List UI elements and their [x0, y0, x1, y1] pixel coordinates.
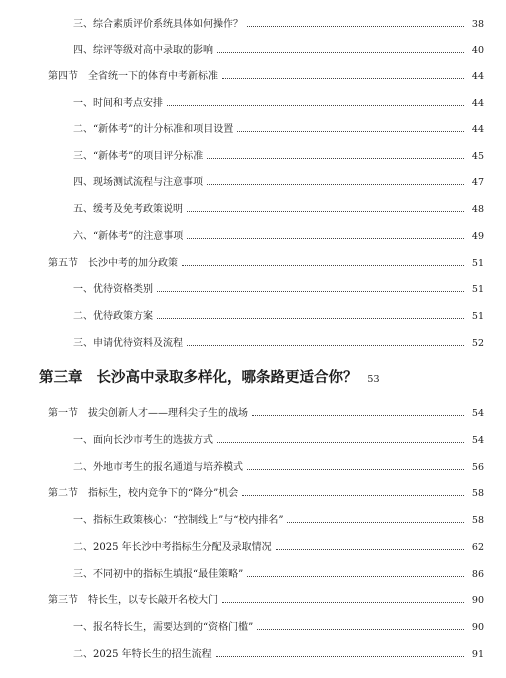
toc-item-label: 一、时间和考点安排 — [73, 98, 163, 109]
dot-leader — [222, 602, 464, 603]
toc-item[interactable] — [73, 649, 484, 661]
toc-section-title: 特长生，以专长敲开名校大门 — [88, 595, 218, 606]
toc-page-number: 52 — [471, 338, 484, 349]
toc-section[interactable] — [48, 258, 484, 270]
toc-item[interactable] — [73, 19, 484, 31]
toc-page-number: 51 — [471, 258, 484, 269]
toc-item-label: 一、指标生政策核心：“控制线上”与“校内排名” — [73, 515, 284, 526]
toc-item[interactable] — [73, 98, 484, 110]
toc-page-number: 86 — [471, 569, 484, 580]
toc-chapter-label — [39, 369, 360, 387]
toc-item-label: 三、综合素质评价系统具体如何操作？ — [73, 19, 243, 30]
toc-page-number: 47 — [471, 177, 484, 188]
dot-leader — [157, 318, 464, 319]
dot-leader — [216, 656, 464, 657]
toc-item[interactable] — [73, 231, 484, 243]
toc-page-number: 51 — [471, 311, 484, 322]
toc-section[interactable] — [48, 71, 484, 83]
toc-item[interactable] — [73, 311, 484, 323]
toc-page-number: 49 — [471, 231, 484, 242]
toc-page-number: 56 — [471, 462, 484, 473]
toc-section-number: 第二节 — [48, 488, 78, 499]
dot-leader — [276, 549, 464, 550]
toc-chapter-number: 第三章 — [39, 370, 83, 386]
dot-leader — [287, 522, 464, 523]
toc-item[interactable] — [73, 124, 484, 136]
toc-item[interactable] — [73, 45, 484, 57]
toc-page-number: 45 — [471, 151, 484, 162]
dot-leader — [207, 184, 464, 185]
toc-item[interactable] — [73, 435, 484, 447]
dot-leader — [222, 78, 464, 79]
toc-page-number: 44 — [471, 71, 484, 82]
dot-leader — [242, 495, 464, 496]
toc-section-number: 第三节 — [48, 595, 78, 606]
dot-leader — [167, 105, 464, 106]
toc-page-number: 62 — [471, 542, 484, 553]
toc-page-number: 40 — [471, 45, 484, 56]
toc-page-number: 53 — [367, 374, 380, 385]
toc-section-label — [48, 595, 220, 607]
toc-page-number: 54 — [471, 435, 484, 446]
toc-page-number: 90 — [471, 595, 484, 606]
toc-item[interactable] — [73, 177, 484, 189]
toc-section[interactable] — [48, 488, 484, 500]
toc-page-number: 48 — [471, 204, 484, 215]
dot-leader — [217, 442, 464, 443]
dot-leader — [187, 211, 464, 212]
toc-item[interactable] — [73, 151, 484, 163]
toc-item-label: 三、“新体考”的项目评分标准 — [73, 151, 204, 162]
toc-item[interactable] — [73, 569, 484, 581]
toc-item[interactable] — [73, 515, 484, 527]
toc-item-label: 一、优待资格类别 — [73, 284, 153, 295]
toc-page-number: 44 — [471, 98, 484, 109]
toc-section-number: 第四节 — [48, 71, 78, 82]
toc-section[interactable] — [48, 595, 484, 607]
dot-leader — [247, 576, 464, 577]
toc-page-number: 38 — [471, 19, 484, 30]
dot-leader — [187, 345, 464, 346]
dot-leader — [252, 415, 464, 416]
toc-section-label — [48, 488, 240, 500]
toc-item[interactable] — [73, 338, 484, 350]
toc-item[interactable] — [73, 542, 484, 554]
toc-section[interactable] — [48, 408, 484, 420]
toc-chapter[interactable] — [39, 369, 484, 389]
toc-item-label: 二、2025 年特长生的招生流程 — [73, 649, 212, 660]
dot-leader — [247, 26, 464, 27]
toc-section-title: 指标生，校内竞争下的“降分”机会 — [88, 488, 239, 499]
toc-section-title: 拔尖创新人才——理科尖子生的战场 — [88, 408, 248, 419]
toc-item-label: 六、“新体考”的注意事项 — [73, 231, 184, 242]
toc-item-label: 二、2025 年长沙中考指标生分配及录取情况 — [73, 542, 272, 553]
toc-page-number: 58 — [471, 488, 484, 499]
toc-section-label — [48, 408, 250, 420]
toc-item-label: 三、申请优待资料及流程 — [73, 338, 183, 349]
toc-item-label: 二、优待政策方案 — [73, 311, 153, 322]
dot-leader — [207, 158, 464, 159]
toc-item[interactable] — [73, 622, 484, 634]
toc-page-number: 54 — [471, 408, 484, 419]
toc-section-title: 全省统一下的体育中考新标准 — [88, 71, 218, 82]
toc-item[interactable] — [73, 204, 484, 216]
toc-item-label: 二、外地市考生的报名通道与培养模式 — [73, 462, 243, 473]
toc-item-label: 一、报名特长生，需要达到的“资格门槛” — [73, 622, 254, 633]
dot-leader — [217, 52, 464, 53]
toc-section-number: 第五节 — [48, 258, 78, 269]
toc-item-label: 二、“新体考”的计分标准和项目设置 — [73, 124, 234, 135]
toc-item[interactable] — [73, 462, 484, 474]
toc-page-number: 90 — [471, 622, 484, 633]
toc-item[interactable] — [73, 284, 484, 296]
dot-leader — [157, 291, 464, 292]
toc-item-label: 三、不同初中的指标生填报“最佳策略” — [73, 569, 244, 580]
toc-item-label: 五、缓考及免考政策说明 — [73, 204, 183, 215]
toc-section-label — [48, 258, 180, 270]
dot-leader — [237, 131, 464, 132]
toc-item-label: 四、综评等级对高中录取的影响 — [73, 45, 213, 56]
toc-page-number: 58 — [471, 515, 484, 526]
toc-section-label — [48, 71, 220, 83]
toc-page-number: 51 — [471, 284, 484, 295]
toc-section-number: 第一节 — [48, 408, 78, 419]
dot-leader — [187, 238, 464, 239]
dot-leader — [257, 629, 464, 630]
toc-page-number: 91 — [471, 649, 484, 660]
toc-chapter-title: 长沙高中录取多样化，哪条路更适合你？ — [96, 370, 358, 386]
dot-leader — [182, 265, 464, 266]
toc-page-number: 44 — [471, 124, 484, 135]
toc-item-label: 一、面向长沙市考生的选拔方式 — [73, 435, 213, 446]
dot-leader — [247, 469, 464, 470]
toc-item-label: 四、现场测试流程与注意事项 — [73, 177, 203, 188]
toc-section-title: 长沙中考的加分政策 — [88, 258, 178, 269]
